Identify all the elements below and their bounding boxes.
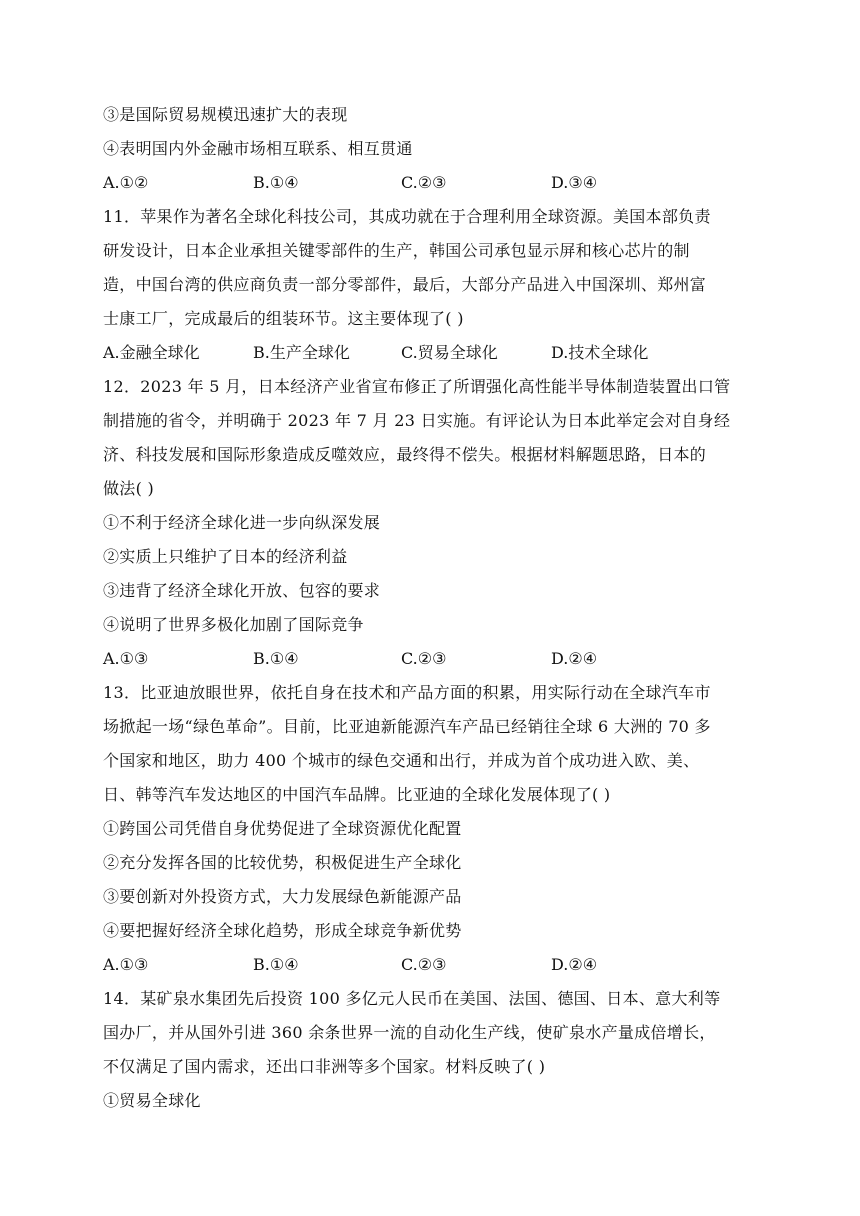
q10-statement-3: ③是国际贸易规模迅速扩大的表现	[103, 105, 348, 124]
q11-stem-line: 研发设计，日本企业承担关键零部件的生产，韩国公司承包显示屏和核心芯片的制	[103, 241, 690, 260]
q10-option-a: A.①②	[103, 173, 149, 192]
q13-option-d: D.②④	[551, 955, 598, 974]
q13-option-c: C.②③	[401, 955, 447, 974]
q10-option-b: B.①④	[253, 173, 299, 192]
q12-stem-line: 做法( )	[103, 479, 155, 498]
q12-statement: ②实质上只维护了日本的经济利益	[103, 547, 348, 566]
q10-options	[103, 166, 763, 200]
q14-statement: ①贸易全球化	[103, 1091, 201, 1110]
q13-option-b: B.①④	[253, 955, 299, 974]
q11-option-c: C.贸易全球化	[401, 343, 498, 362]
q13-stem-line: 13．比亚迪放眼世界，依托自身在技术和产品方面的积累，用实际行动在全球汽车市	[103, 683, 711, 702]
q13-stem-line: 日、韩等汽车发达地区的中国汽车品牌。比亚迪的全球化发展体现了( )	[103, 785, 611, 804]
q11-stem-line: 士康工厂，完成最后的组装环节。这主要体现了( )	[103, 309, 464, 328]
q11-options	[103, 336, 763, 370]
q10-statement-4: ④表明国内外金融市场相互联系、相互贯通	[103, 139, 413, 158]
q12-statement: ①不利于经济全球化进一步向纵深发展	[103, 513, 381, 532]
q12-option-b: B.①④	[253, 649, 299, 668]
q10-option-c: C.②③	[401, 173, 447, 192]
q13-options	[103, 948, 763, 982]
q12-statement: ③违背了经济全球化开放、包容的要求	[103, 581, 381, 600]
q13-statement: ①跨国公司凭借自身优势促进了全球资源优化配置	[103, 819, 462, 838]
q13-stem-line: 场掀起一场“绿色革命”。目前，比亚迪新能源汽车产品已经销往全球 6 大洲的 70 多	[103, 717, 711, 736]
q12-stem-line: 济、科技发展和国际形象造成反噬效应，最终得不偿失。根据材料解题思路，日本的	[103, 445, 707, 464]
q12-statement: ④说明了世界多极化加剧了国际竞争	[103, 615, 364, 634]
q12-options	[103, 642, 763, 676]
q11-option-d: D.技术全球化	[551, 343, 649, 362]
q14-stem-line: 14．某矿泉水集团先后投资 100 多亿元人民币在美国、法国、德国、日本、意大利等	[103, 989, 721, 1008]
q13-statement: ②充分发挥各国的比较优势，积极促进生产全球化	[103, 853, 462, 872]
q13-stem-line: 个国家和地区，助力 400 个城市的绿色交通和出行，并成为首个成功进入欧、美、	[103, 751, 700, 770]
q12-stem-line: 制措施的省令，并明确于 2023 年 7 月 23 日实施。有评论认为日本此举定会对自身经	[103, 411, 731, 430]
q12-stem-line: 12．2023 年 5 月，日本经济产业省宣布修正了所谓强化高性能半导体制造装置出口管	[103, 377, 731, 396]
q13-statement: ④要把握好经济全球化趋势，形成全球竞争新优势	[103, 921, 462, 940]
exam-page	[103, 98, 763, 1118]
q13-option-a: A.①③	[103, 955, 149, 974]
q11-option-b: B.生产全球化	[253, 343, 350, 362]
q12-option-d: D.②④	[551, 649, 598, 668]
q11-stem-line: 造，中国台湾的供应商负责一部分零部件，最后，大部分产品进入中国深圳、郑州富	[103, 275, 707, 294]
q13-statement: ③要创新对外投资方式，大力发展绿色新能源产品	[103, 887, 462, 906]
q14-stem-line: 国办厂，并从国外引进 360 余条世界一流的自动化生产线，使矿泉水产量成倍增长，	[103, 1023, 716, 1042]
q14-stem-line: 不仅满足了国内需求，还出口非洲等多个国家。材料反映了( )	[103, 1057, 546, 1076]
q12-option-c: C.②③	[401, 649, 447, 668]
q11-option-a: A.金融全球化	[103, 343, 200, 362]
q10-option-d: D.③④	[551, 173, 598, 192]
q11-stem-line: 11．苹果作为著名全球化科技公司，其成功就在于合理利用全球资源。美国本部负责	[103, 207, 711, 226]
q12-option-a: A.①③	[103, 649, 149, 668]
